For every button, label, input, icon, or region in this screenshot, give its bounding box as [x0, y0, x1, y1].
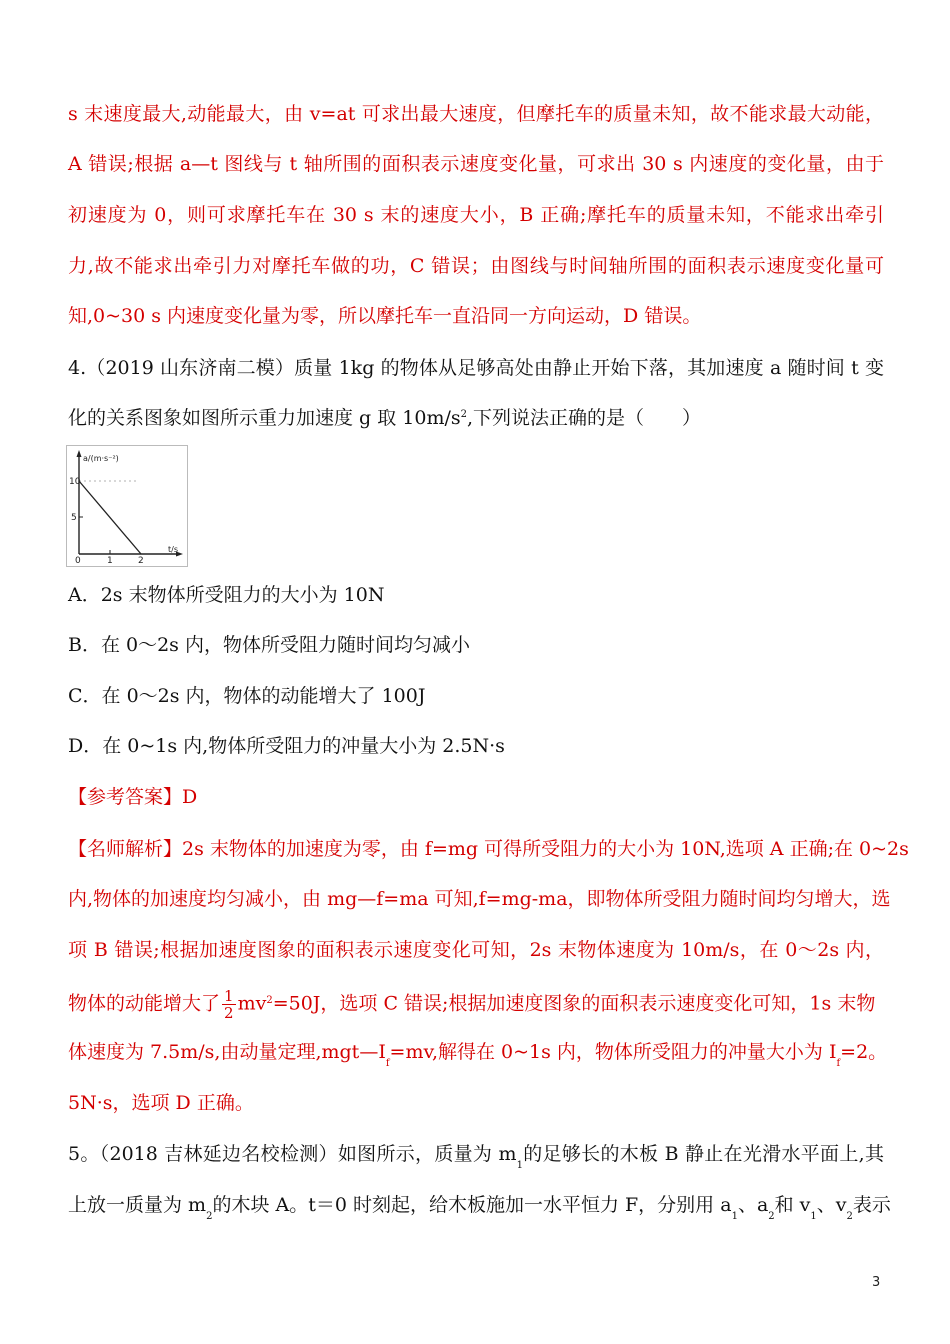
acceleration-line: [79, 481, 141, 554]
q4-stem-superscript: 2: [460, 409, 468, 420]
reference-answer: 【参考答案】D: [68, 786, 198, 808]
q5-text-2c: 、a: [737, 1194, 769, 1216]
q4-stem-line-2: [68, 405, 701, 435]
graph-svg: [67, 446, 187, 566]
analysis-subscript-2: f: [836, 1058, 841, 1069]
q5-text-1b: 的足够长的木板 B 静止在光滑水平面上,其: [522, 1143, 884, 1165]
q5-text-2b: 的木块 A。t＝0 时刻起，给木板施加一水平恒力 F，分别用 a: [212, 1194, 732, 1216]
analysis-superscript: 2: [266, 994, 273, 1006]
q5-stem-line-1: [68, 1141, 884, 1171]
q5-text-2d: 和 v: [774, 1194, 811, 1216]
analysis-text-5b: =mv,解得在 0~1s 内，物体所受阻力的冲量大小为 I: [389, 1041, 837, 1063]
q4-stem-text-a: 化的关系图象如图所示重力加速度 g 取 10m/s: [68, 407, 461, 429]
analysis-line-2: 内,物体的加速度均匀减小，由 mg—f=ma 可知,f=mg-ma，即物体所受阻力随时间均匀增大，选: [68, 888, 891, 910]
q5-text-2a: 上放一质量为 m: [68, 1194, 207, 1216]
option-d: D．在 0~1s 内,物体所受阻力的冲量大小为 2.5N·s: [68, 735, 505, 757]
p3-explain-line-5: 知,0~30 s 内速度变化量为零，所以摩托车一直沿同一方向运动，D 错误。: [68, 305, 702, 327]
x-tick-label-2: 2: [138, 556, 144, 566]
analysis-line-4: [68, 988, 875, 1021]
analysis-line-1: [68, 836, 909, 862]
y-axis-arrow: [77, 450, 82, 457]
analysis-subscript-1: f: [385, 1058, 390, 1069]
q5-text-2e: 、v: [816, 1194, 847, 1216]
q5-subscript-a1: 1: [731, 1211, 738, 1222]
option-c: C．在 0～2s 内，物体的动能增大了 100J: [68, 685, 426, 707]
x-axis-label: t/s: [168, 545, 178, 554]
fraction-one-half: [222, 988, 236, 1021]
fraction-denominator: 2: [224, 1004, 234, 1022]
q5-text-2f: 表示: [852, 1194, 891, 1216]
option-b: B．在 0～2s 内，物体所受阻力随时间均匀减小: [68, 634, 470, 656]
q5-subscript-v2: 2: [846, 1211, 853, 1222]
analysis-text-4c: =50J，选项 C 错误;根据加速度图象的面积表示速度变化可知，1s 末物: [272, 992, 876, 1015]
analysis-line-5: [68, 1039, 887, 1069]
p3-explain-line-4: 力,故不能求出牵引力对摩托车做的功，C 错误；由图线与时间轴所围的面积表示速度变化量可: [68, 255, 884, 277]
p3-explain-line-3: 初速度为 0，则可求摩托车在 30 s 末的速度大小，B 正确;摩托车的质量未知，不能求出牵引: [68, 204, 884, 226]
analysis-line-6: 5N·s，选项 D 正确。: [68, 1092, 254, 1114]
analysis-label: 【名师解析】: [68, 838, 183, 860]
q5-stem-line-2: [68, 1192, 891, 1222]
analysis-text-5c: =2。: [840, 1041, 888, 1063]
x-tick-label-1: 1: [107, 556, 113, 566]
q4-stem-text-b: ,下列说法正确的是（ ）: [467, 407, 702, 429]
origin-label: 0: [75, 556, 81, 566]
acceleration-time-graph: [66, 445, 188, 567]
q5-subscript-v1: 1: [810, 1211, 817, 1222]
analysis-text-5a: 体速度为 7.5m/s,由动量定理,mgt—I: [68, 1041, 386, 1063]
analysis-text-1: 2s 末物体的加速度为零，由 f=mg 可得所受阻力的大小为 10N,选项 A 正确;在 0~2s: [182, 838, 909, 860]
y-axis-label: a/(m·s⁻²): [83, 454, 119, 463]
q5-subscript-m2: 2: [206, 1211, 213, 1222]
analysis-text-4a: 物体的动能增大了: [68, 992, 221, 1015]
analysis-text-4b: mv: [237, 992, 267, 1015]
y-tick-label-5: 5: [71, 513, 77, 523]
analysis-line-3: 项 B 错误;根据加速度图象的面积表示速度变化可知，2s 末物体速度为 10m/s，在 0～2s 内，: [68, 939, 884, 961]
p3-explain-line-2: A 错误;根据 a—t 图线与 t 轴所围的面积表示速度变化量，可求出 30 s 内速度的变化量，由于: [68, 153, 884, 175]
q4-stem-line-1: 4.（2019 山东济南二模）质量 1kg 的物体从足够高处由静止开始下落，其加速度 a 随时间 t 变: [68, 357, 884, 379]
page-number: 3: [872, 1275, 881, 1290]
p3-explain-line-1: s 末速度最大,动能最大，由 v=at 可求出最大速度，但摩托车的质量未知，故不能求最大动能，: [68, 103, 884, 125]
y-tick-label-10: 10: [69, 477, 81, 487]
q5-text-1a: 5。（2018 吉林延边名校检测）如图所示，质量为 m: [68, 1143, 517, 1165]
q5-subscript-a2: 2: [768, 1211, 775, 1222]
q5-subscript-m1: 1: [516, 1160, 523, 1171]
option-a: A．2s 末物体所受阻力的大小为 10N: [68, 584, 385, 606]
fraction-numerator: 1: [224, 987, 234, 1005]
